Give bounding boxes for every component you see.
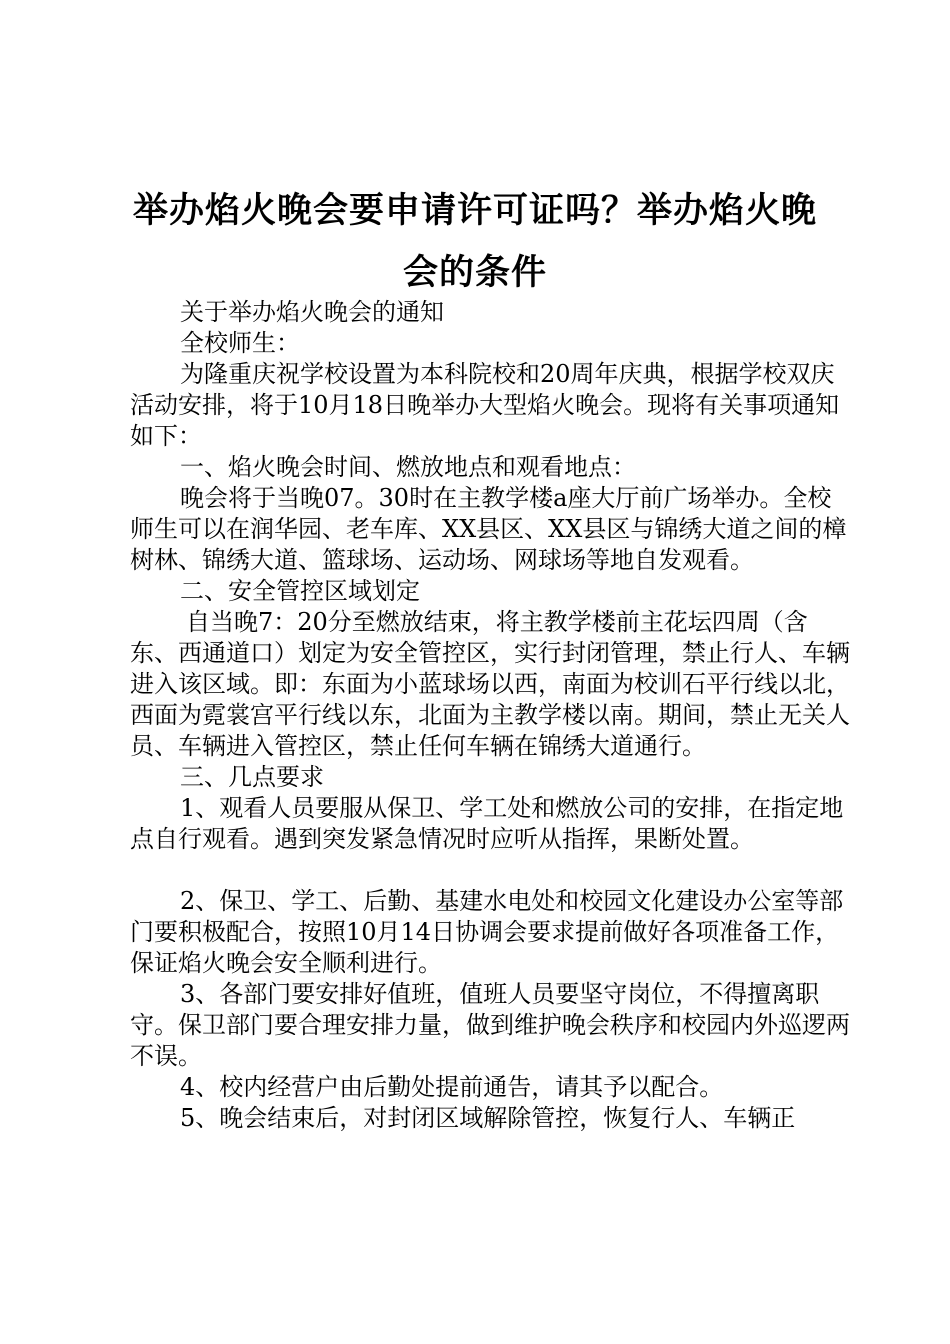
requirement-2: 2、保卫、学工、后勤、基建水电处和校园文化建设办公室等部门要积极配合，按照10月14日协调会要求提前做好各项准备工作，保证焰火晚会安全顺利进行。 xyxy=(130,887,844,977)
requirement-1: 1、观看人员要服从保卫、学工处和燃放公司的安排，在指定地点自行观看。遇到突发紧急情况时应听从指挥，果断处置。 xyxy=(130,794,844,853)
section-heading-1: 一、焰火晚会时间、燃放地点和观看地点： xyxy=(180,453,636,481)
document-body xyxy=(130,297,850,1134)
notice-heading: 关于举办焰火晚会的通知 xyxy=(180,298,444,326)
section-2-paragraph: 自当晚7：20分至燃放结束，将主教学楼前主花坛四周（含东、西通道口）划定为安全管控区，实行封闭管理，禁止行人、车辆进入该区域。即：东面为小蓝球场以西，南面为校训石平行线以北，西面为霓裳宫平行线以东，北面为主教学楼以南。期间，禁止无关人员、车辆进入管控区，禁止任何车辆在锦绣大道通行。 xyxy=(130,608,850,760)
section-heading-2: 二、安全管控区域划定 xyxy=(180,577,420,605)
requirement-5: 5、晚会结束后，对封闭区域解除管控，恢复行人、车辆正 xyxy=(180,1104,796,1132)
requirement-4: 4、校内经营户由后勤处提前通告，请其予以配合。 xyxy=(180,1073,724,1101)
intro-paragraph: 为隆重庆祝学校设置为本科院校和20周年庆典，根据学校双庆活动安排，将于10月18日晚举办大型焰火晚会。现将有关事项通知如下： xyxy=(130,360,840,450)
requirement-3: 3、各部门要安排好值班，值班人员要坚守岗位，不得擅离职守。保卫部门要合理安排力量，做到维护晚会秩序和校园内外巡逻两不误。 xyxy=(130,980,850,1070)
document-title: 举办焰火晚会要申请许可证吗？举办焰火晚会的条件 xyxy=(132,191,817,293)
salutation: 全校师生： xyxy=(180,329,300,357)
section-heading-3: 三、几点要求 xyxy=(180,763,324,791)
section-1-paragraph: 晚会将于当晚07。30时在主教学楼a座大厅前广场举办。全校师生可以在润华园、老车库、XX县区、XX县区与锦绣大道之间的樟树林、锦绣大道、篮球场、运动场、网球场等地自发观看。 xyxy=(130,484,847,574)
